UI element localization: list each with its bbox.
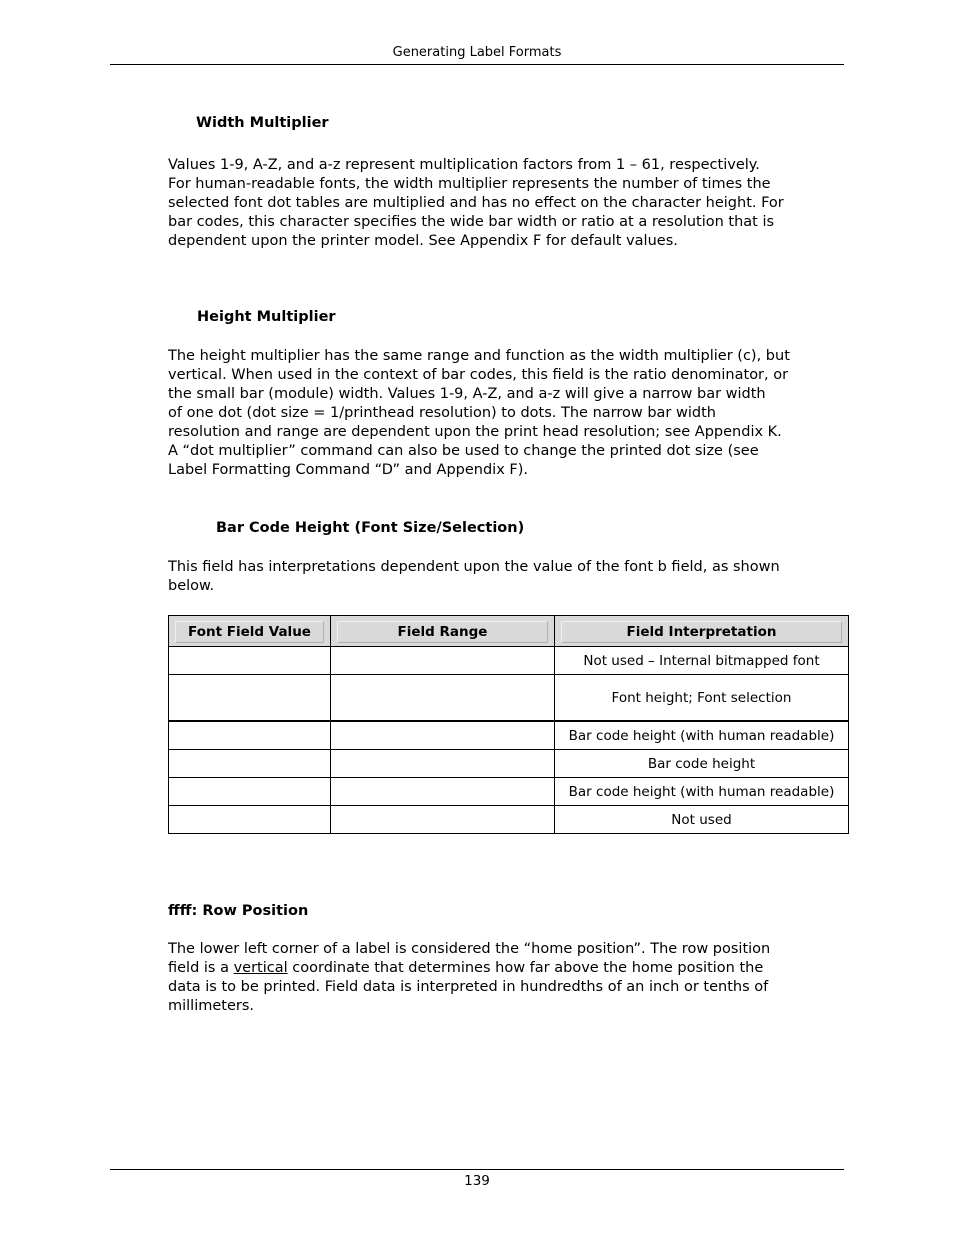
header-rule [110, 64, 844, 65]
height-multiplier-paragraph: The height multiplier has the same range and function as the width multiplier (c), but vertical. When used in the context of bar codes, this field is the ratio denominator, or the small bar (module) width. Values 1-9, A-Z, and a-z will give a narrow bar width of one dot (dot size = 1/printhead resolution) to dots. The narrow bar width resolution and range are dependent upon the print head resolution; see Appendix K. A “dot multiplier” command can also be used to change the printed dot size (see Label Formatting Command “D” and Appendix F). [168, 348, 790, 478]
page-number: 139 [464, 1173, 490, 1189]
font-value-cell [169, 721, 331, 750]
range-cell [331, 778, 555, 806]
interpretation-cell: Not used [555, 806, 849, 834]
interpretation-cell: Not used – Internal bitmapped font [555, 647, 849, 675]
column-header-field-range: Field Range [331, 616, 555, 647]
font-value-cell [169, 647, 331, 675]
table-row [169, 750, 849, 778]
font-value-cell [169, 806, 331, 834]
width-multiplier-heading: Width Multiplier [196, 115, 329, 131]
column-header-field-interpretation: Field Interpretation [555, 616, 849, 647]
interpretation-cell: Font height; Font selection [555, 675, 849, 722]
table-row [169, 647, 849, 675]
bar-code-height-paragraph: This field has interpretations dependent upon the value of the font b field, as shown below. [168, 559, 780, 594]
width-multiplier-paragraph: Values 1-9, A-Z, and a-z represent multiplication factors from 1 – 61, respectively. For human-readable fonts, the width multiplier represents the number of times the selected font dot tables are multiplied and has no effect on the character height. For bar codes, this character specifies the wide bar width or ratio at a resolution that is dependent upon the printer model. See Appendix F for default values. [168, 157, 784, 249]
table-row [169, 778, 849, 806]
range-cell [331, 750, 555, 778]
range-cell [331, 721, 555, 750]
bar-code-height-heading: Bar Code Height (Font Size/Selection) [216, 520, 525, 536]
font-value-cell [169, 778, 331, 806]
table-header-row [169, 616, 849, 647]
column-header-font-field-value: Font Field Value [169, 616, 331, 647]
table-row [169, 721, 849, 750]
range-cell [331, 647, 555, 675]
row-position-paragraph: The lower left corner of a label is considered the “home position”. The row position field is a vertical coordinate that determines how far above the home position the data is to be printed. Field data is interpreted in hundredths of an inch or tenths of millimeters. [168, 941, 771, 1014]
font-field-table [168, 615, 849, 834]
footer-rule [110, 1169, 844, 1170]
table-row [169, 806, 849, 834]
interpretation-cell: Bar code height [555, 750, 849, 778]
range-cell [331, 806, 555, 834]
height-multiplier-heading: Height Multiplier [197, 309, 336, 325]
interpretation-cell: Bar code height (with human readable) [555, 778, 849, 806]
interpretation-cell: Bar code height (with human readable) [555, 721, 849, 750]
font-value-cell [169, 675, 331, 722]
range-cell [331, 675, 555, 722]
font-value-cell [169, 750, 331, 778]
running-header: Generating Label Formats [392, 45, 562, 60]
row-position-heading: ffff: Row Position [168, 903, 309, 919]
underlined-word: vertical [233, 960, 288, 976]
table-row [169, 675, 849, 722]
